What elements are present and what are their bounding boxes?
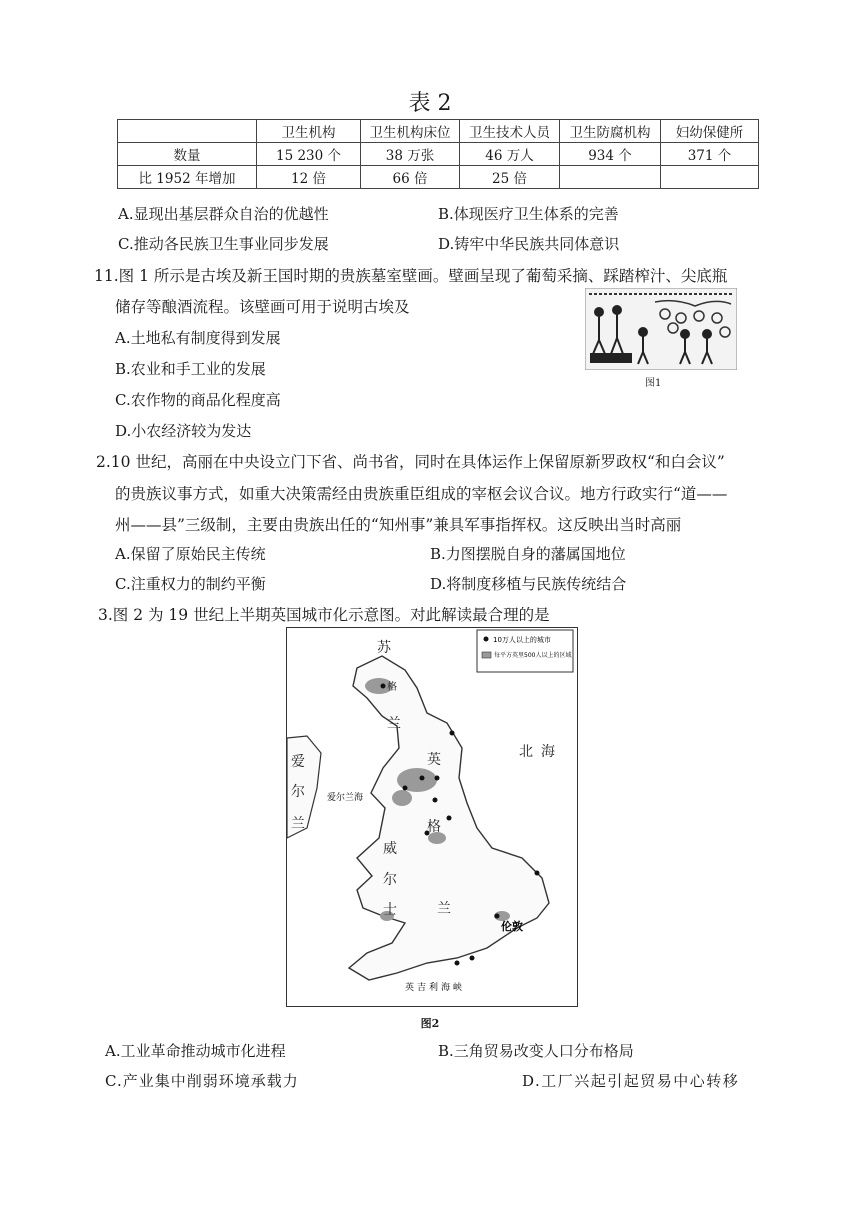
table-cell: 371 个 [661, 143, 759, 166]
q12-option-d: D.将制度移植与民族传统结合 [430, 575, 627, 593]
map-label: 格 [427, 819, 441, 835]
header-cell: 卫生机构床位 [361, 120, 460, 143]
map-label: 兰 [437, 901, 451, 917]
q12-option-c: C.注重权力的制约平衡 [115, 575, 266, 593]
header-cell: 妇幼保健所 [661, 120, 759, 143]
table-cell: 25 倍 [460, 166, 560, 189]
legend-density-label: 每平方英里500人以上的区域 [494, 652, 572, 659]
legend-city-label: 10万人以上的城市 [493, 636, 551, 644]
table-row [118, 143, 759, 166]
header-cell: 卫生技术人员 [460, 120, 560, 143]
q12-stem-line1: 2.10 世纪，高丽在中央设立门下省、尚书省，同时在具体运作上保留原新罗政权“和白会议” [96, 453, 725, 471]
q11-option-a: A.土地私有制度得到发展 [115, 329, 281, 347]
q12-stem-line2: 的贵族议事方式，如重大决策需经由贵族重臣组成的宰枢会议合议。地方行政实行“道—— [115, 485, 728, 503]
map-label: 苏 [377, 640, 391, 656]
table-cell [560, 166, 661, 189]
q11-option-c: C.农作物的商品化程度高 [115, 391, 281, 409]
table-cell: 934 个 [560, 143, 661, 166]
q13-stem: 3.图 2 为 19 世纪上半期英国城市化示意图。对此解读最合理的是 [98, 606, 550, 624]
table-cell: 数量 [118, 143, 257, 166]
header-cell: 卫生防腐机构 [560, 120, 661, 143]
table-cell: 比 1952 年增加 [118, 166, 257, 189]
header-cell [118, 120, 257, 143]
q11-stem-line2: 储存等酿酒流程。该壁画可用于说明古埃及 [115, 298, 410, 316]
table-cell [661, 166, 759, 189]
q11-stem-line1: 11.图 1 所示是古埃及新王国时期的贵族墓室壁画。壁画呈现了葡萄采摘、踩踏榨汁、尖底瓶 [94, 267, 728, 285]
map-label: 英 [427, 752, 441, 768]
q13-option-d: D.工厂兴起引起贸易中心转移 [522, 1072, 740, 1090]
q13-option-b: B.三角贸易改变人口分布格局 [438, 1042, 634, 1060]
map-label: 海 [541, 744, 555, 760]
map-label: 兰 [291, 816, 305, 832]
statistics-table [117, 119, 759, 189]
header-cell: 卫生机构 [257, 120, 361, 143]
figure2-caption: 图2 [420, 1017, 440, 1030]
q10-option-b: B.体现医疗卫生体系的完善 [438, 205, 619, 223]
q12-option-a: A.保留了原始民主传统 [115, 545, 266, 563]
q13-option-a: A.工业革命推动城市化进程 [105, 1042, 286, 1060]
q11-option-d: D.小农经济较为发达 [115, 422, 252, 440]
q13-option-c: C.产业集中削弱环境承载力 [105, 1072, 299, 1090]
britain-urbanization-map [286, 627, 578, 1007]
map-label: 尔 [383, 872, 397, 888]
map-label: 尔 [291, 784, 305, 800]
table-row [118, 166, 759, 189]
table-header-row [118, 120, 759, 143]
egyptian-mural-figure [585, 288, 737, 370]
q10-option-a: A.显现出基层群众自治的优越性 [118, 205, 329, 223]
q12-stem-line3: 州——县”三级制，主要由贵族出任的“知州事”兼具军事指挥权。这反映出当时高丽 [115, 516, 682, 534]
map-label: 伦敦 [501, 920, 523, 933]
map-label: 北 [519, 744, 533, 760]
map-label: 士 [383, 902, 397, 918]
q10-option-d: D.铸牢中华民族共同体意识 [438, 235, 620, 253]
q10-option-c: C.推动各民族卫生事业同步发展 [118, 235, 329, 253]
table-cell: 66 倍 [361, 166, 460, 189]
figure1-caption: 图1 [645, 378, 662, 389]
table-cell: 46 万人 [460, 143, 560, 166]
map-label: 兰 [387, 716, 401, 732]
map-label: 英吉利海峡 [405, 983, 466, 993]
q11-option-b: B.农业和手工业的发展 [115, 360, 266, 378]
table-cell: 12 倍 [257, 166, 361, 189]
table-cell: 15 230 个 [257, 143, 361, 166]
map-label: 格 [387, 682, 397, 693]
map-label: 爱 [291, 754, 305, 770]
table-cell: 38 万张 [361, 143, 460, 166]
q12-option-b: B.力图摆脱自身的藩属国地位 [430, 545, 626, 563]
map-label: 威 [383, 841, 397, 857]
table-title: 表 2 [408, 91, 452, 116]
map-label: 爱尔兰海 [327, 793, 364, 803]
